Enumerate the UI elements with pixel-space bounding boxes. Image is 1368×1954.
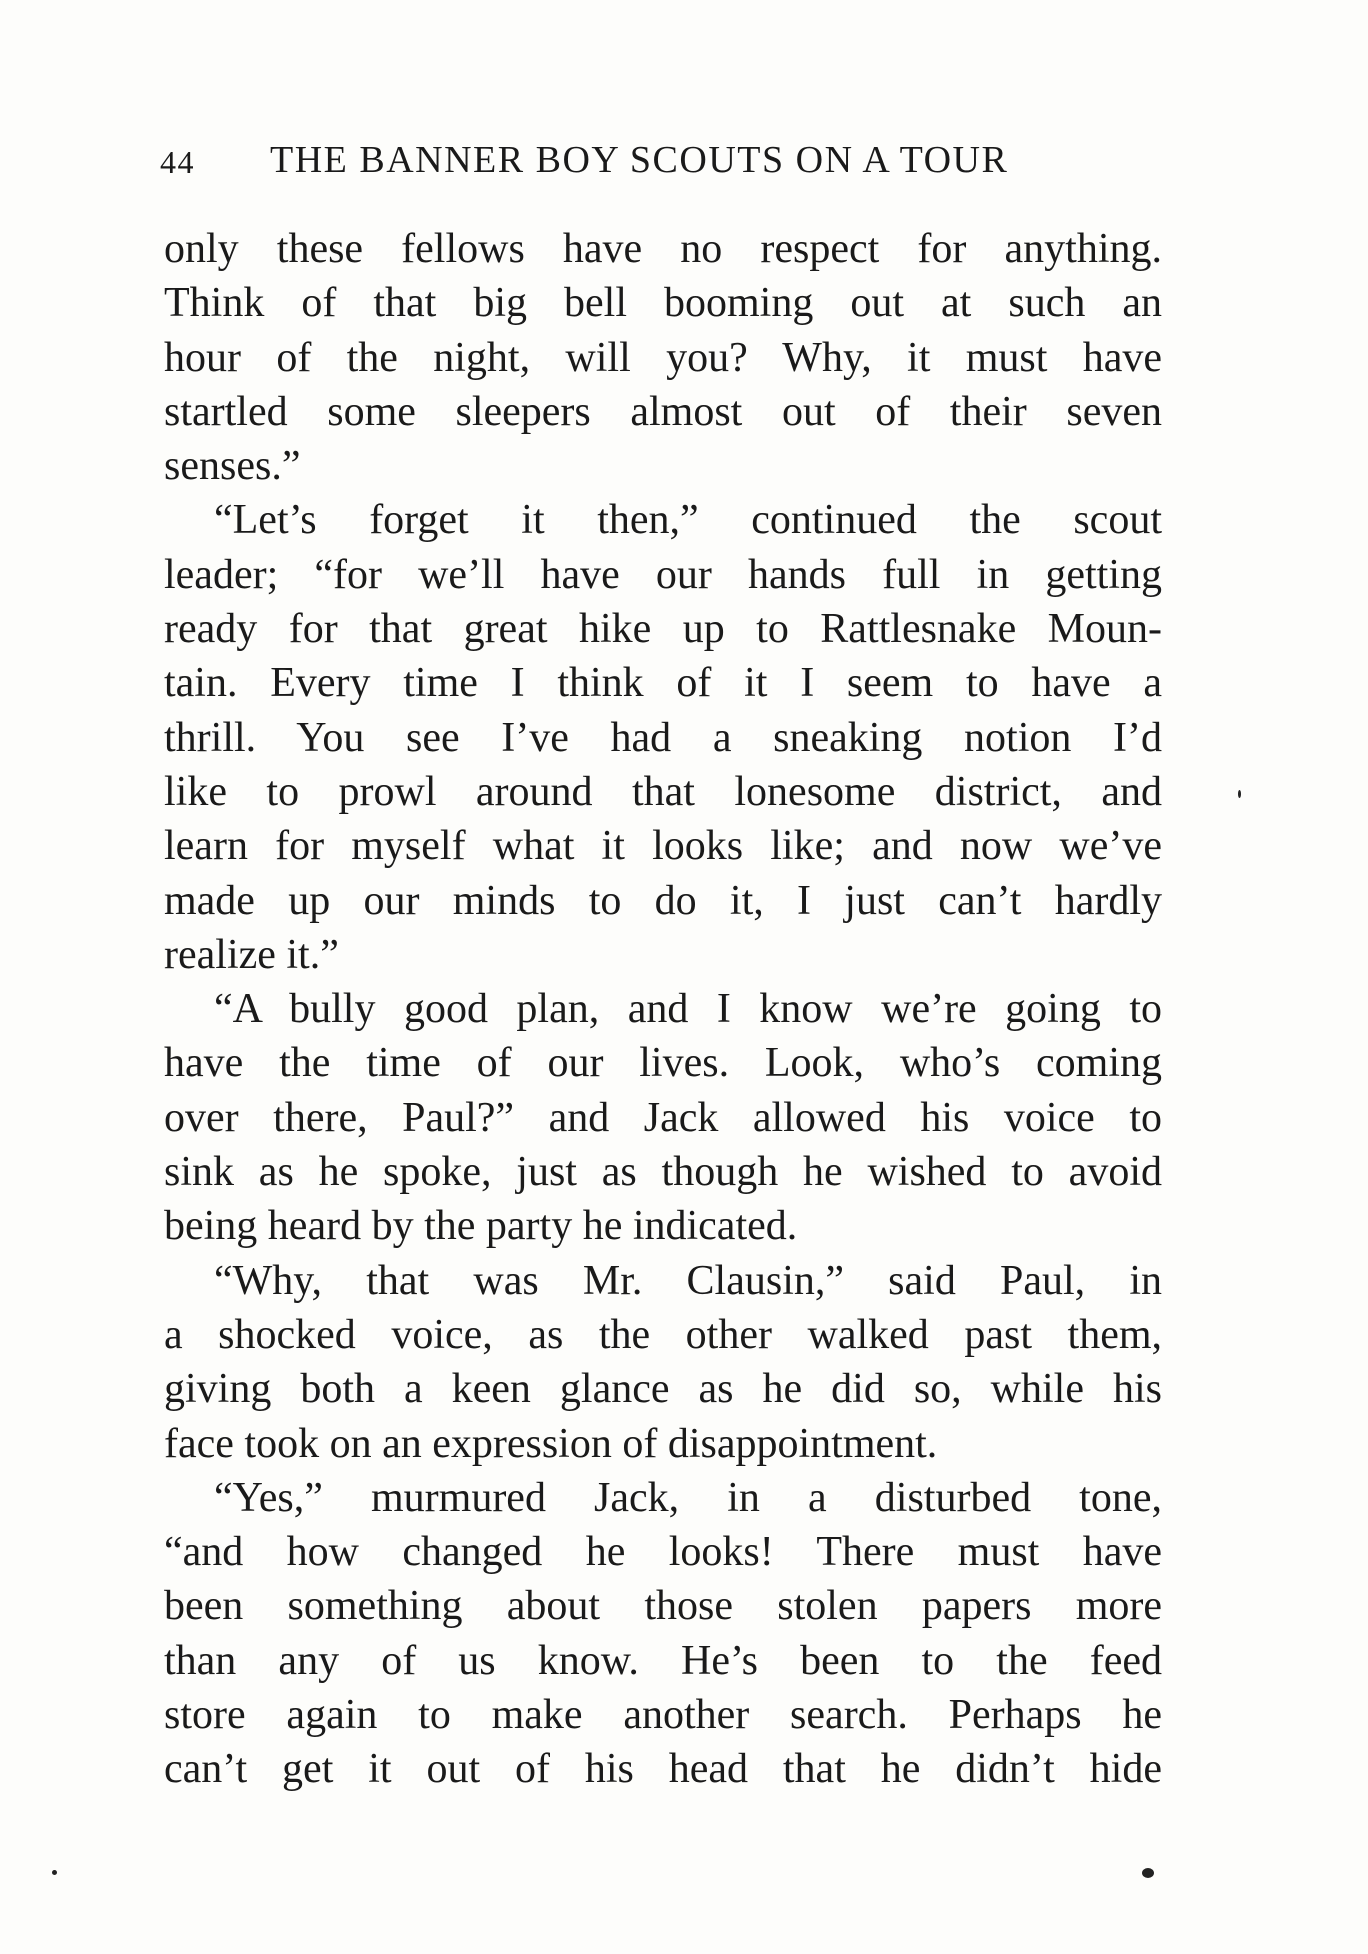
text-line: a shocked voice, as the other walked past them, <box>164 1311 1162 1358</box>
running-title: THE BANNER BOY SCOUTS ON A TOUR <box>270 139 1009 181</box>
text-line: been something about those stolen papers more <box>164 1583 1162 1630</box>
text-line: giving both a keen glance as he did so, while his <box>164 1366 1162 1413</box>
text-line: only these fellows have no respect for anything. <box>164 226 1162 272</box>
text-line: “A bully good plan, and I know we’re going to <box>214 986 1162 1033</box>
page-header <box>160 138 1160 190</box>
text-line: Think of that big bell booming out at such an <box>164 280 1162 327</box>
page-number: 44 <box>160 144 195 180</box>
text-line: tain. Every time I think of it I seem to have a <box>164 660 1162 707</box>
text-line: ready for that great hike up to Rattlesnake Moun- <box>164 606 1162 653</box>
text-line: startled some sleepers almost out of their seven <box>164 388 1162 435</box>
text-line: senses.” <box>164 443 301 490</box>
text-line: “and how changed he looks! There must have <box>164 1529 1162 1576</box>
text-line: sink as he spoke, just as though he wished to avoid <box>164 1149 1162 1196</box>
text-line: made up our minds to do it, I just can’t hardly <box>164 877 1162 924</box>
text-line: thrill. You see I’ve had a sneaking notion I’d <box>164 714 1162 761</box>
text-line: like to prowl around that lonesome district, and <box>164 768 1162 815</box>
text-line: over there, Paul?” and Jack allowed his voice to <box>164 1094 1162 1141</box>
text-line: have the time of our lives. Look, who’s coming <box>164 1040 1162 1087</box>
text-line: realize it.” <box>164 931 339 978</box>
text-line: “Let’s forget it then,” continued the scout <box>214 497 1162 544</box>
text-line: store again to make another search. Perhaps he <box>164 1692 1162 1739</box>
text-line: can’t get it out of his head that he didn’t hide <box>164 1746 1162 1793</box>
print-speck <box>1238 790 1241 798</box>
text-line: “Yes,” murmured Jack, in a disturbed tone, <box>214 1474 1162 1521</box>
text-line: “Why, that was Mr. Clausin,” said Paul, in <box>214 1257 1162 1304</box>
text-line: leader; “for we’ll have our hands full in getting <box>164 551 1162 598</box>
print-speck <box>52 1870 57 1875</box>
body-text <box>164 222 1162 1797</box>
text-line: face took on an expression of disappointment. <box>164 1420 938 1467</box>
text-line: being heard by the party he indicated. <box>164 1203 798 1250</box>
text-line: than any of us know. He’s been to the feed <box>164 1637 1162 1684</box>
text-line: hour of the night, will you? Why, it must have <box>164 334 1162 381</box>
print-speck <box>1142 1868 1154 1878</box>
text-line: learn for myself what it looks like; and now we’ve <box>164 823 1162 870</box>
